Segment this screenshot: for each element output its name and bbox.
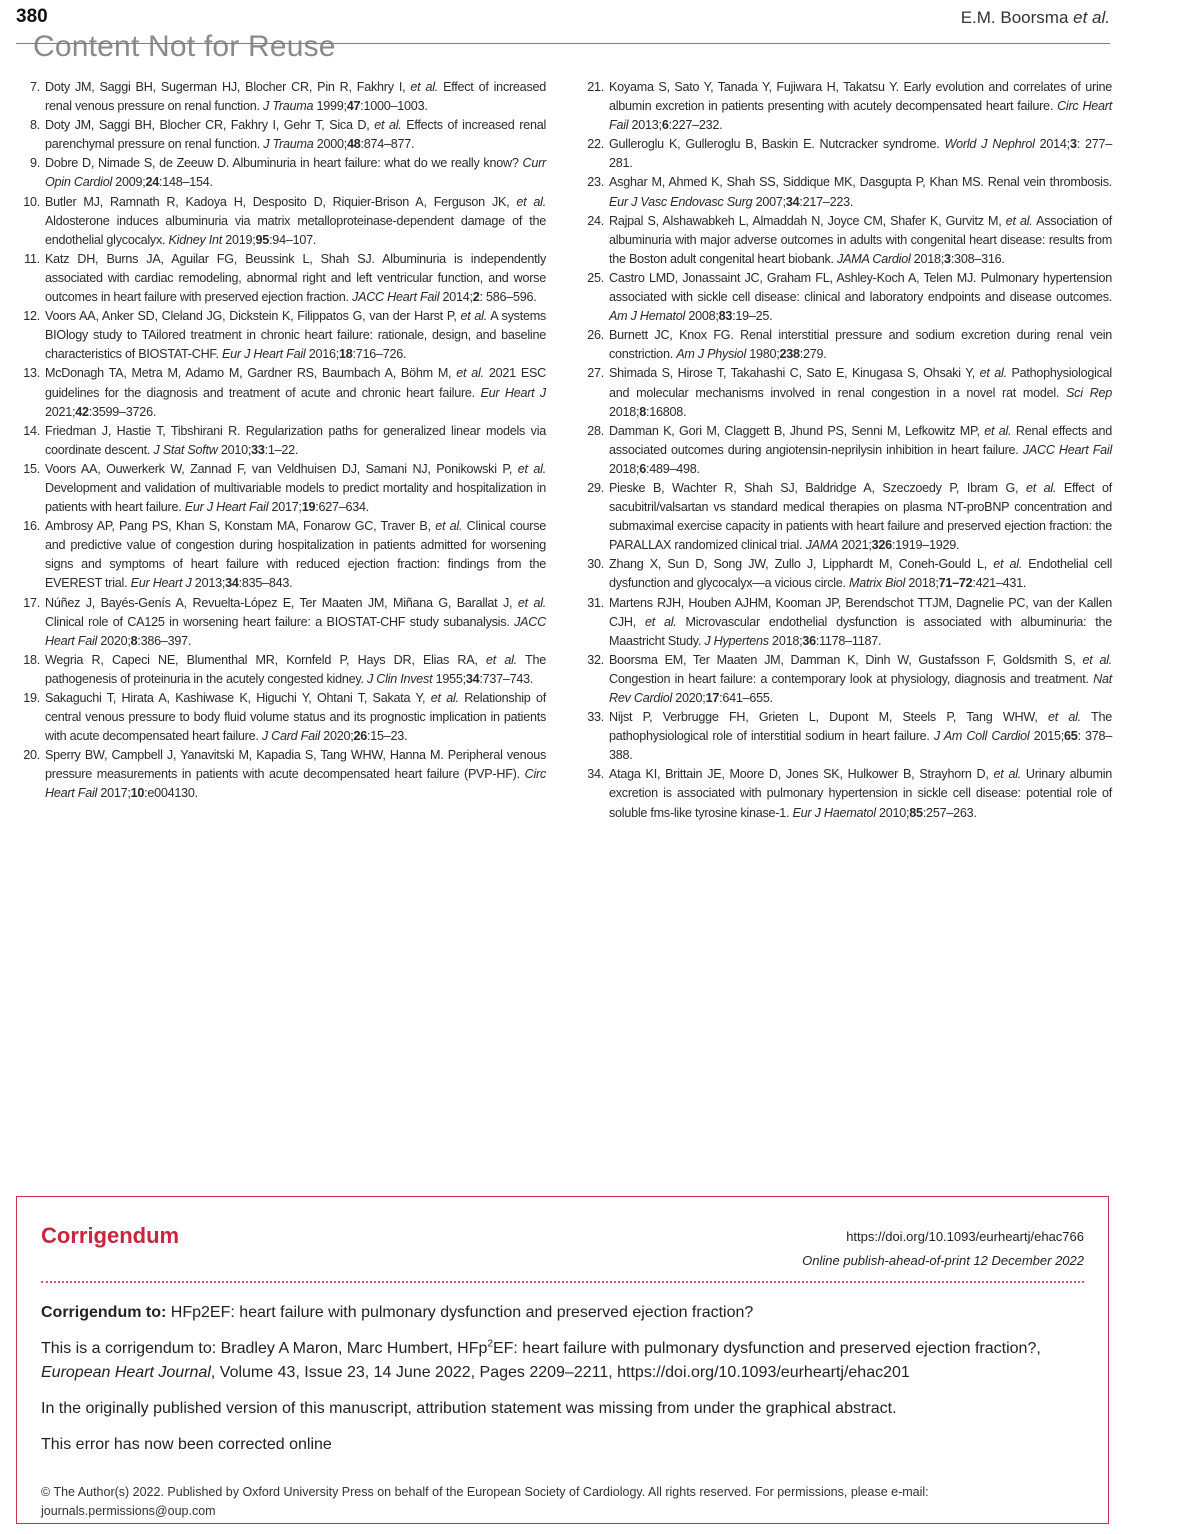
reference-italic: et al.: [374, 118, 402, 133]
reference-volume: 18: [338, 347, 353, 362]
reference-text: [45, 594, 546, 651]
reference-segment: 2020;: [672, 691, 706, 705]
reference-text: [45, 422, 546, 460]
reference-segment: Gulleroglu K, Gulleroglu B, Baskin E. Nutcracker syndrome.: [609, 137, 945, 152]
reference-number: 24.: [587, 213, 604, 228]
running-head-etal: et al.: [1073, 8, 1110, 27]
reference-segment: Asghar M, Ahmed K, Shah SS, Siddique MK, Dasgupta P, Khan MS. Renal vein thrombosis.: [609, 175, 1112, 190]
reference-number: 32.: [587, 652, 604, 667]
reference-segment: Clinical role of CA125 in worsening heart failure: a BIOSTAT-CHF study subanalysis.: [45, 614, 515, 629]
corrigendum-title: [41, 1301, 1084, 1325]
reference-number: 26.: [587, 328, 604, 343]
reference-number: 17.: [23, 595, 40, 610]
reference-volume: 36: [802, 633, 816, 648]
reference-number: 20.: [23, 748, 40, 763]
reference-italic: et al.: [1082, 652, 1112, 667]
reference-volume: 24: [145, 175, 160, 190]
reference-item: [578, 422, 1112, 479]
reference-italic: Eur J Heart Fail: [221, 347, 306, 362]
reference-list-right: [578, 78, 1112, 823]
reference-segment: Relationship of central venous pressure to body fluid volume status and its prognostic implication in patients with acute decompensated heart failure.: [45, 691, 546, 744]
reference-italic: et al.: [517, 595, 546, 610]
reference-item: [14, 307, 546, 364]
reference-segment: :279.: [799, 347, 827, 362]
reference-number: 25.: [587, 270, 604, 285]
reference-volume: 2: [472, 290, 480, 305]
reference-number: 11.: [24, 251, 40, 266]
reference-segment: : 277–281.: [609, 137, 1113, 171]
reference-italic: et al.: [1047, 710, 1081, 725]
corrigendum-correction: This error has now been corrected online: [41, 1436, 332, 1453]
reference-item: [578, 78, 1112, 135]
reference-segment: Effects of increased renal parenchymal pressure on renal function.: [45, 118, 546, 152]
reference-volume: 17: [705, 691, 720, 705]
reference-segment: :1178–1187.: [815, 633, 882, 648]
corrigendum-statement: In the originally published version of this manuscript, attribution statement was missing from under the graphical abstract.: [41, 1400, 897, 1417]
reference-segment: 2014;: [1034, 137, 1070, 152]
reference-segment: :627–634.: [315, 500, 370, 515]
citation-post: EF: heart failure with pulmonary dysfunction and preserved ejection fraction?,: [492, 1340, 1041, 1357]
reference-text: [609, 212, 1112, 269]
reference-volume: 34: [225, 576, 239, 591]
reference-text: [45, 364, 546, 421]
reference-segment: :148–154.: [159, 175, 213, 190]
reference-italic: J Am Coll Cardiol: [933, 729, 1030, 744]
reference-italic: et al.: [517, 461, 546, 476]
reference-segment: 2009;: [112, 175, 146, 190]
reference-segment: Zhang X, Sun D, Song JW, Zullo J, Lipphardt M, Coneh-Gould L,: [609, 557, 994, 572]
reference-number: 7.: [29, 80, 40, 94]
reference-segment: :1–22.: [264, 442, 299, 457]
reference-segment: :835–843.: [238, 576, 293, 591]
reference-segment: Doty JM, Saggi BH, Sugerman HJ, Blocher CR, Pin R, Fakhry I,: [45, 80, 411, 94]
reference-italic: Eur J Vasc Endovasc Surg: [609, 194, 753, 209]
reference-segment: :94–107.: [269, 232, 317, 247]
reference-segment: 2019;: [222, 232, 256, 247]
reference-segment: :227–232.: [668, 118, 723, 133]
reference-text: [609, 765, 1112, 822]
reference-item: [578, 364, 1112, 421]
reference-text: [45, 651, 546, 689]
reference-number: 10.: [23, 194, 40, 209]
reference-italic: et al.: [1025, 480, 1057, 495]
reference-segment: Effect of sacubitril/valsartan vs standard medical therapies on plasma NT-proBNP concentration and submaximal exercise capacity in patients with heart failure and preserved ejection fraction: the PARALLAX randomized clinical trial.: [609, 480, 1112, 553]
reference-volume: 10: [130, 786, 145, 801]
reference-item: [578, 479, 1112, 555]
watermark: Content Not for Reuse: [33, 30, 336, 63]
reference-segment: 2015;: [1029, 729, 1064, 744]
reference-segment: 2017;: [97, 786, 131, 801]
reference-item: [14, 116, 546, 154]
reference-segment: Association of albuminuria with major adverse outcomes in adults with congenital heart disease: results from the Boston adult congenital heart biobank.: [609, 213, 1112, 266]
reference-item: [14, 689, 546, 746]
reference-text: [45, 460, 546, 517]
reference-segment: 2018;: [609, 461, 640, 476]
reference-italic: et al.: [516, 194, 546, 209]
reference-number: 18.: [23, 652, 40, 667]
reference-item: [578, 555, 1112, 593]
reference-segment: Urinary albumin excretion is associated with pulmonary hypertension in sickle cell disease: potential role of soluble fms-like tyrosine kinase-1.: [609, 767, 1113, 820]
reference-text: [45, 517, 546, 593]
reference-segment: The pathophysiological role of interstitial sodium in heart failure.: [609, 710, 1112, 744]
reference-segment: :e004130.: [144, 786, 198, 801]
reference-segment: Boorsma EM, Ter Maaten JM, Damman K, Dinh W, Gustafsson F, Goldsmith S,: [609, 652, 1083, 667]
running-head-author: E.M. Boorsma: [960, 8, 1069, 27]
reference-italic: et al.: [644, 614, 677, 629]
reference-text: [609, 555, 1112, 593]
reference-text: [45, 116, 546, 154]
corrigendum-title-lead: Corrigendum to:: [41, 1304, 167, 1321]
reference-item: [14, 594, 546, 651]
reference-italic: Circ Heart Fail: [609, 99, 1112, 133]
reference-number: 34.: [587, 767, 604, 782]
reference-segment: 1955;: [432, 671, 466, 686]
reference-segment: 2010;: [217, 442, 252, 457]
reference-segment: 2016;: [305, 347, 339, 362]
reference-segment: :737–743.: [479, 671, 534, 686]
reference-segment: Rajpal S, Alshawabkeh L, Almaddah N, Joyce CM, Shafer K, Gurvitz M,: [609, 213, 1006, 228]
reference-italic: J Stat Softw: [153, 442, 218, 457]
reference-volume: 238: [779, 347, 800, 362]
page-number: 380: [16, 6, 48, 27]
reference-volume: 3: [1069, 137, 1077, 152]
corrigendum-body: [41, 1301, 1084, 1469]
reference-segment: Ataga KI, Brittain JE, Moore D, Jones SK, Hulkower B, Strayhorn D,: [609, 767, 994, 782]
reference-italic: Am J Hematol: [609, 309, 686, 324]
reference-item: [14, 364, 546, 421]
reference-segment: Aldosterone induces albuminuria via matrix metalloproteinase-dependent damage of the endothelial glycocalyx.: [45, 213, 546, 247]
reference-italic: J Clin Invest: [366, 671, 433, 686]
reference-segment: 2014;: [439, 290, 473, 305]
reference-segment: Voors AA, Ouwerkerk W, Zannad F, van Veldhuisen DJ, Samani NJ, Ponikowski P,: [45, 461, 518, 476]
reference-italic: Eur J Haematol: [792, 805, 876, 820]
reference-number: 22.: [587, 137, 604, 152]
reference-italic: Circ Heart Fail: [45, 767, 546, 801]
reference-text: [45, 154, 546, 192]
citation-tail: , Volume 43, Issue 23, 14 June 2022, Pages 2209–2211, https://doi.org/10.1093/eurheartj/ehac201: [210, 1364, 910, 1381]
reference-italic: et al.: [979, 366, 1007, 381]
reference-italic: J Trauma: [262, 99, 314, 114]
corrigendum-doi-link[interactable]: https://doi.org/10.1093/eurheartj/ehac766: [846, 1229, 1084, 1244]
reference-segment: Effect of increased renal venous pressure on renal function.: [45, 80, 546, 114]
reference-italic: Eur J Heart Fail: [184, 500, 269, 515]
reference-item: [578, 212, 1112, 269]
reference-number: 33.: [587, 710, 604, 725]
reference-segment: :1919–1929.: [891, 538, 960, 553]
reference-italic: Nat Rev Cardiol: [609, 671, 1112, 705]
copyright-notice: © The Author(s) 2022. Published by Oxford University Press on behalf of the European Society of Cardiology. All rights reserved. For permissions, please e-mail: journals.permissions@oup.com: [41, 1485, 929, 1518]
reference-segment: 2018;: [609, 404, 640, 419]
reference-italic: et al.: [456, 366, 484, 381]
reference-segment: :217–223.: [799, 194, 854, 209]
reference-text: [45, 746, 546, 803]
corrigendum-box: [16, 1196, 1109, 1524]
reference-volume: 85: [909, 805, 923, 820]
reference-segment: Butler MJ, Ramnath R, Kadoya H, Desposito D, Riquier-Brison A, Ferguson JK,: [45, 194, 517, 209]
reference-segment: Shimada S, Hirose T, Takahashi C, Sato E, Kinugasa S, Ohsaki Y,: [609, 366, 980, 381]
reference-segment: :19–25.: [732, 309, 773, 324]
reference-number: 13.: [23, 366, 40, 381]
reference-segment: :308–316.: [950, 251, 1005, 266]
reference-italic: JAMA: [805, 538, 839, 553]
reference-segment: Núñez J, Bayés-Genís A, Revuelta-López E, Ter Maaten JM, Miñana G, Barallat J,: [45, 595, 518, 610]
reference-text: [609, 269, 1112, 326]
reference-segment: Doty JM, Saggi BH, Blocher CR, Fakhry I, Gehr T, Sica D,: [45, 118, 375, 133]
reference-segment: Development and validation of multivariable models to predict mortality and hospitalization in patients with heart failure.: [45, 480, 546, 515]
reference-text: [45, 193, 546, 250]
reference-italic: Kidney Int: [168, 232, 223, 247]
reference-segment: 2000;: [313, 137, 347, 152]
reference-segment: A systems BIOlogy study to TAilored treatment in chronic heart failure: rationale, design, and baseline characteristics of BIOSTAT-CHF.: [45, 309, 546, 362]
reference-text: [609, 173, 1112, 211]
reference-segment: Ambrosy AP, Pang PS, Khan S, Konstam MA, Fonarow GC, Traver B,: [45, 519, 436, 534]
reference-text: [609, 364, 1112, 421]
reference-segment: 2008;: [685, 309, 719, 324]
reference-segment: Renal effects and associated outcomes during angiotensin-neprilysin inhibition in heart failure.: [609, 423, 1112, 457]
reference-segment: 2018;: [910, 251, 945, 266]
reference-segment: Nijst P, Verbrugge FH, Grieten L, Dupont M, Steels P, Tang WHW,: [609, 710, 1048, 725]
reference-italic: World J Nephrol: [944, 137, 1035, 152]
reference-item: [578, 269, 1112, 326]
reference-number: 19.: [23, 691, 40, 705]
reference-italic: J Hypertens: [704, 633, 769, 648]
reference-segment: 1980;: [746, 347, 780, 362]
reference-italic: Sci Rep: [1066, 385, 1112, 400]
reference-italic: et al.: [430, 691, 459, 705]
reference-volume: 33: [251, 442, 265, 457]
reference-volume: 6: [661, 118, 669, 133]
reference-volume: 326: [871, 538, 892, 553]
reference-item: [578, 173, 1112, 211]
reference-volume: 48: [347, 137, 361, 152]
reference-segment: :421–431.: [972, 576, 1027, 591]
reference-volume: 3: [944, 251, 951, 266]
reference-segment: Congestion in heart failure: a contemporary look at physiology, diagnosis and treatment.: [609, 671, 1094, 686]
reference-italic: et al.: [984, 423, 1012, 438]
reference-segment: 2013;: [191, 576, 226, 591]
reference-segment: Pathophysiological and molecular mechanisms involved in renal congestion in a novel rat model.: [609, 366, 1112, 400]
reference-number: 30.: [587, 557, 604, 572]
reference-number: 23.: [587, 175, 604, 190]
reference-italic: J Trauma: [263, 137, 314, 152]
reference-segment: The pathogenesis of proteinuria in the acutely congested kidney.: [45, 652, 546, 686]
reference-segment: :257–263.: [922, 805, 977, 820]
corrigendum-heading: Corrigendum: [41, 1223, 180, 1248]
reference-volume: 71–72: [938, 576, 973, 591]
reference-number: 8.: [29, 118, 40, 133]
reference-volume: 34: [465, 671, 480, 686]
reference-segment: Endothelial cell dysfunction and glycocalyx—a vicious circle.: [609, 557, 1113, 591]
reference-item: [578, 594, 1112, 651]
reference-italic: et al.: [485, 652, 517, 667]
reference-segment: 2010;: [875, 805, 910, 820]
reference-segment: :716–726.: [352, 347, 407, 362]
reference-number: 9.: [29, 156, 40, 171]
reference-italic: et al.: [1005, 213, 1033, 228]
reference-italic: et al.: [993, 557, 1023, 572]
reference-segment: Katz DH, Burns JA, Aguilar FG, Beussink L, Shah SJ. Albuminuria is independently associated with cardiac remodeling, abnormal right and left ventricular function, and worse outcomes in heart failure with preserved ejection fraction.: [45, 251, 546, 305]
reference-item: [578, 326, 1112, 364]
reference-segment: 2018;: [905, 576, 939, 591]
reference-segment: Microvascular endothelial dysfunction is associated with albuminuria: the Maastricht Study.: [609, 614, 1112, 648]
running-head: [961, 8, 1110, 28]
reference-segment: 2018;: [768, 633, 803, 648]
reference-segment: :386–397.: [137, 633, 192, 648]
reference-item: [578, 135, 1112, 173]
reference-number: 12.: [23, 309, 40, 324]
reference-segment: 2017;: [268, 500, 302, 515]
reference-italic: JACC Heart Fail: [45, 614, 546, 648]
reference-segment: 2021;: [838, 538, 872, 553]
reference-segment: Wegria R, Capeci NE, Blumenthal MR, Kornfeld P, Hays DR, Elias RA,: [45, 652, 486, 667]
reference-item: [14, 460, 546, 517]
reference-text: [609, 594, 1112, 651]
reference-text: [609, 326, 1112, 364]
reference-item: [14, 250, 546, 307]
reference-volume: 47: [346, 99, 361, 114]
reference-segment: Koyama S, Sato Y, Tanada Y, Fujiwara H, Takatsu Y. Early evolution and correlates of urine albumin excretion in patients presenting with acutely decompensated heart failure.: [609, 80, 1112, 114]
reference-segment: Dobre D, Nimade S, de Zeeuw D. Albuminuria in heart failure: what do we really know?: [45, 156, 523, 171]
reference-text: [45, 250, 546, 307]
reference-item: [14, 154, 546, 192]
reference-segment: :489–498.: [646, 461, 700, 476]
reference-volume: 6: [639, 461, 647, 476]
reference-segment: 2020;: [97, 633, 131, 648]
reference-segment: 2013;: [628, 118, 662, 133]
reference-italic: J Card Fail: [261, 729, 320, 744]
reference-item: [14, 517, 546, 593]
reference-text: [609, 422, 1112, 479]
reference-text: [609, 651, 1112, 708]
reference-item: [14, 651, 546, 689]
reference-number: 31.: [587, 595, 604, 610]
reference-item: [14, 746, 546, 803]
header-rule: [16, 43, 1110, 44]
reference-text: [45, 307, 546, 364]
reference-item: [14, 422, 546, 460]
reference-segment: :16808.: [646, 404, 687, 419]
reference-segment: McDonagh TA, Metra M, Adamo M, Gardner RS, Baumbach A, Böhm M,: [45, 366, 457, 381]
reference-number: 14.: [23, 423, 40, 438]
reference-text: [609, 135, 1112, 173]
reference-segment: 2021;: [45, 404, 76, 419]
reference-italic: et al.: [435, 519, 463, 534]
reference-italic: JAMA Cardiol: [837, 251, 911, 266]
reference-item: [14, 193, 546, 250]
reference-segment: :3599–3726.: [88, 404, 157, 419]
reference-list-left: [14, 78, 546, 804]
reference-number: 15.: [23, 461, 40, 476]
reference-italic: Am J Physiol: [676, 347, 746, 362]
reference-number: 16.: [23, 519, 40, 534]
reference-volume: 34: [785, 194, 800, 209]
reference-italic: et al.: [460, 309, 487, 324]
reference-segment: :15–23.: [367, 729, 408, 744]
reference-segment: :641–655.: [719, 691, 773, 705]
reference-number: 27.: [587, 366, 604, 381]
reference-segment: 2021 ESC guidelines for the diagnosis and treatment of acute and chronic heart failure.: [45, 366, 546, 400]
citation-superscript: 2: [487, 1338, 493, 1350]
reference-text: [609, 708, 1112, 765]
reference-text: [45, 689, 546, 746]
reference-segment: Clinical course and predictive value of congestion during hospitalization in patients admitted for worsening signs and symptoms of heart failure with reduced ejection fraction: findings from the EVEREST trial.: [45, 519, 546, 591]
reference-italic: Eur Heart J: [130, 576, 192, 591]
reference-italic: Eur Heart J: [480, 385, 546, 400]
reference-segment: Martens RJH, Houben AJHM, Kooman JP, Berendschot TTJM, Dagnelie PC, van der Kallen CJH,: [609, 595, 1112, 629]
reference-segment: Burnett JC, Knox FG. Renal interstitial pressure and sodium excretion during renal vein constriction.: [609, 328, 1112, 362]
reference-segment: Sakaguchi T, Hirata A, Kashiwase K, Higuchi Y, Ohtani T, Sakata Y,: [45, 691, 431, 705]
reference-text: [609, 78, 1112, 135]
reference-segment: Pieske B, Wachter R, Shah SJ, Baldridge A, Szeczoedy P, Ibram G,: [609, 480, 1026, 495]
reference-volume: 8: [639, 404, 647, 419]
reference-item: [14, 78, 546, 116]
reference-segment: Sperry BW, Campbell J, Yanavitski M, Kapadia S, Tang WHW, Hanna M. Peripheral venous pressure measurements in patients with acute decompensated heart failure (PVP-HF).: [45, 748, 546, 782]
dotted-divider: [41, 1281, 1084, 1283]
corrigendum-publish-date: Online publish-ahead-of-print 12 December 2022: [802, 1253, 1084, 1268]
reference-segment: 2007;: [752, 194, 786, 209]
corrigendum-title-text: HFp2EF: heart failure with pulmonary dysfunction and preserved ejection fraction?: [166, 1304, 754, 1321]
reference-italic: et al.: [410, 80, 439, 94]
corrigendum-citation: [41, 1337, 1084, 1385]
reference-volume: 19: [301, 500, 316, 515]
citation-pre: This is a corrigendum to: Bradley A Maron, Marc Humbert, HFp: [41, 1340, 488, 1357]
reference-italic: JACC Heart Fail: [1022, 442, 1112, 457]
reference-volume: 8: [130, 633, 138, 648]
reference-volume: 65: [1063, 729, 1078, 744]
reference-volume: 26: [353, 729, 367, 744]
reference-number: 21.: [587, 80, 604, 94]
reference-segment: Castro LMD, Jonassaint JC, Graham FL, Ashley-Koch A, Telen MJ. Pulmonary hypertension associated with sickle cell disease: clinical and laboratory endpoints and disease outcomes.: [609, 270, 1112, 305]
reference-segment: Friedman J, Hastie T, Tibshirani R. Regularization paths for generalized linear models via coordinate descent.: [45, 423, 546, 457]
reference-segment: 1999;: [313, 99, 347, 114]
reference-italic: et al.: [993, 767, 1022, 782]
reference-segment: 2020;: [319, 729, 354, 744]
reference-italic: JACC Heart Fail: [352, 290, 440, 305]
reference-segment: : 586–596.: [479, 290, 537, 305]
reference-volume: 95: [255, 232, 270, 247]
reference-number: 28.: [587, 423, 604, 438]
reference-italic: Curr Opin Cardiol: [45, 156, 546, 190]
reference-text: [45, 78, 546, 116]
reference-segment: : 378–388.: [609, 729, 1113, 763]
reference-segment: Damman K, Gori M, Claggett B, Jhund PS, Senni M, Lefkowitz MP,: [609, 423, 985, 438]
citation-journal: European Heart Journal: [41, 1364, 211, 1381]
reference-number: 29.: [587, 480, 604, 495]
reference-segment: Voors AA, Anker SD, Cleland JG, Dickstein K, Filippatos G, van der Harst P,: [45, 309, 461, 324]
reference-item: [578, 708, 1112, 765]
reference-italic: Matrix Biol: [849, 576, 906, 591]
reference-item: [578, 651, 1112, 708]
reference-segment: :874–877.: [360, 137, 415, 152]
reference-text: [609, 479, 1112, 555]
reference-segment: :1000–1003.: [360, 99, 428, 114]
reference-item: [578, 765, 1112, 822]
reference-volume: 83: [718, 309, 733, 324]
reference-volume: 42: [75, 404, 89, 419]
